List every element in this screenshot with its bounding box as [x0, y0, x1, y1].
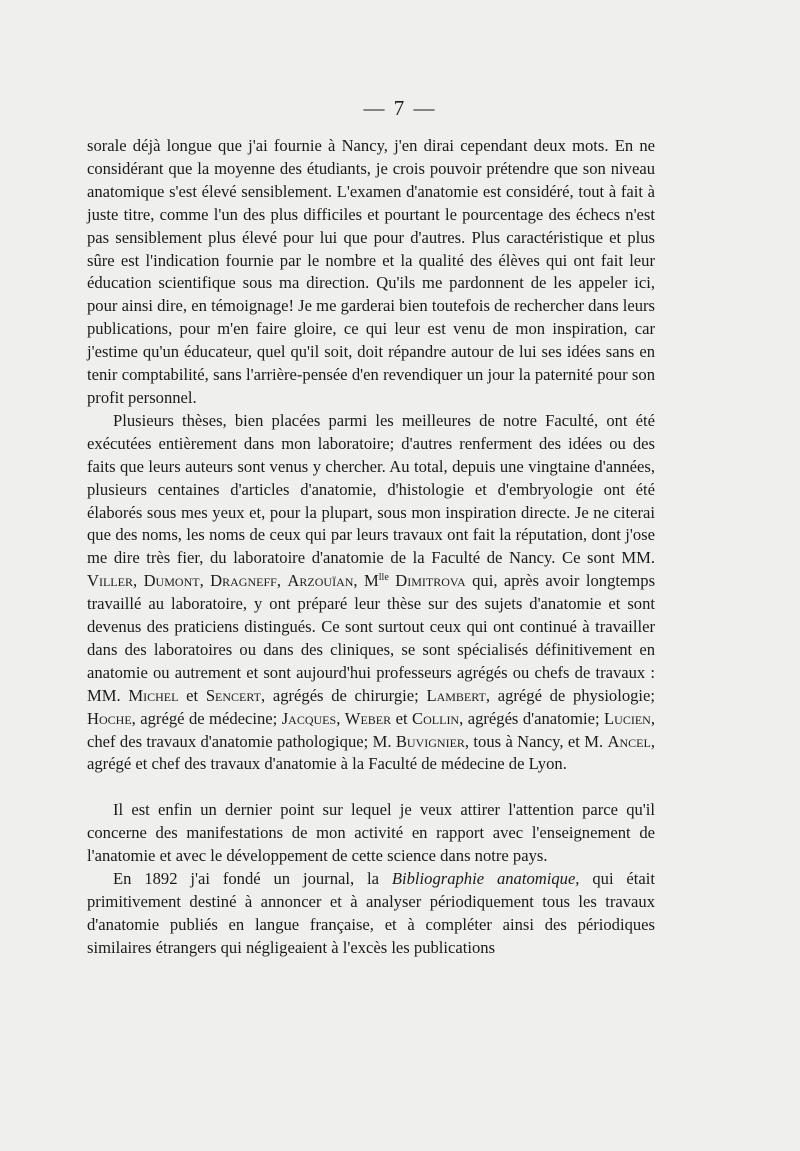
- name-arzouian: Arzouïan: [287, 571, 354, 591]
- name-jacques: Jacques: [281, 708, 337, 728]
- name-dumont: Dumont: [143, 571, 200, 591]
- name-collin: Collin: [412, 708, 460, 728]
- page-number: — 7 —: [363, 96, 437, 120]
- name-lambert: Lambert: [426, 685, 486, 705]
- paragraph-1: sorale déjà longue que j'ai fournie à Nancy, j'en dirai cependant deux mots. En ne considérant que la moyenne des étudiants, je crois pouvoir prétendre que son niveau anatomique s'est élevé sensiblement. L'examen d'anatomie est considéré, tout à fait à juste titre, comme l'un des plus difficiles et pourtant le pourcentage des échecs n'est pas sensiblement plus élevé pour lui que pour d'autres. Plus caractéristique et plus sûre est l'indication fournie par le nombre et la qualité des élèves qui ont fait leur éducation scientifique sous ma direction. Qu'ils me pardonnent de les appeler ici, pour ainsi dire, en témoignage! Je me garderai bien toutefois de rechercher dans leurs publications, pour m'en faire gloire, ce qui leur est venu de mon inspiration, car j'estime qu'un éducateur, quel qu'il soit, doit répandre autour de lui ses idées sans en tenir comptabilité, sans l'arrière-pensée d'en revendiquer un jour la paternité pour son profit personnel.: [87, 136, 655, 407]
- journal-title: Bibliographie anatomique,: [391, 869, 580, 889]
- name-weber: Weber: [344, 708, 392, 728]
- name-michel: Michel: [128, 685, 179, 705]
- name-buvignier: Buvignier: [395, 731, 465, 751]
- name-dragneff: Dragneff: [210, 571, 277, 591]
- paragraph-4: En 1892 j'ai fondé un journal, la Bibliographie anatomique, qui était primitivement destiné à annoncer et à analyser périodiquement tous les travaux d'anatomie publiés en langue française, et à compléter ainsi des périodiques similaires étrangers qui négligeaient à l'excès les publications: [87, 869, 655, 957]
- name-hoche: Hoche: [87, 708, 132, 728]
- name-dimitrova: Dimitrova: [395, 571, 466, 591]
- name-lucien: Lucien: [604, 708, 651, 728]
- name-viller: Viller: [87, 571, 133, 591]
- name-ancel: Ancel: [607, 731, 651, 751]
- paragraph-3: Il est enfin un dernier point sur lequel je veux attirer l'attention parce qu'il concerne des manifestations de mon activité en rapport avec l'enseignement de l'anatomie et avec le développement de cette science dans notre pays.: [87, 800, 655, 866]
- name-sencert: Sencert: [205, 685, 261, 705]
- body-text: [87, 135, 655, 960]
- paragraph-2: Plusieurs thèses, bien placées parmi les meilleures de notre Faculté, ont été exécutées entièrement dans mon laboratoire; d'autres renferment des idées ou des faits que leurs auteurs sont venus y chercher. Au total, depuis une vingtaine d'années, plusieurs centaines d'articles d'anatomie, d'histologie et d'embryologie ont été élaborés sous mes yeux et, pour la plupart, sous mon inspiration directe. Je ne citerai que des noms, les noms de ceux qui par leurs travaux ont fait la réputation, dont j'ose me dire très fier, du laboratoire d'anatomie de la Faculté de Nancy. Ce sont MM. Viller, Dumont, Dragneff, Arzouïan, $M^{lle}$ Dimitrova qui, après avoir longtemps travaillé au laboratoire, y ont préparé leur thèse sur des sujets d'anatomie et sont devenus des praticiens distingués. Ce sont surtout ceux qui ont continué à travailler dans des laboratoires ou dans des cliniques, se sont spécialisés définitivement en anatomie ou autrement et sont aujourd'hui professeurs agrégés ou chefs de travaux : MM. Michel et Sencert, agrégés de chirurgie; Lambert, agrégé de physiologie; Hoche, agrégé de médecine; Jacques, Weber et Collin, agrégés d'anatomie; Lucien, chef des travaux d'anatomie pathologique; M. Buvignier, tous à Nancy, et M. Ancel, agrégé et chef des travaux d'anatomie à la Faculté de médecine de Lyon.: [87, 410, 656, 774]
